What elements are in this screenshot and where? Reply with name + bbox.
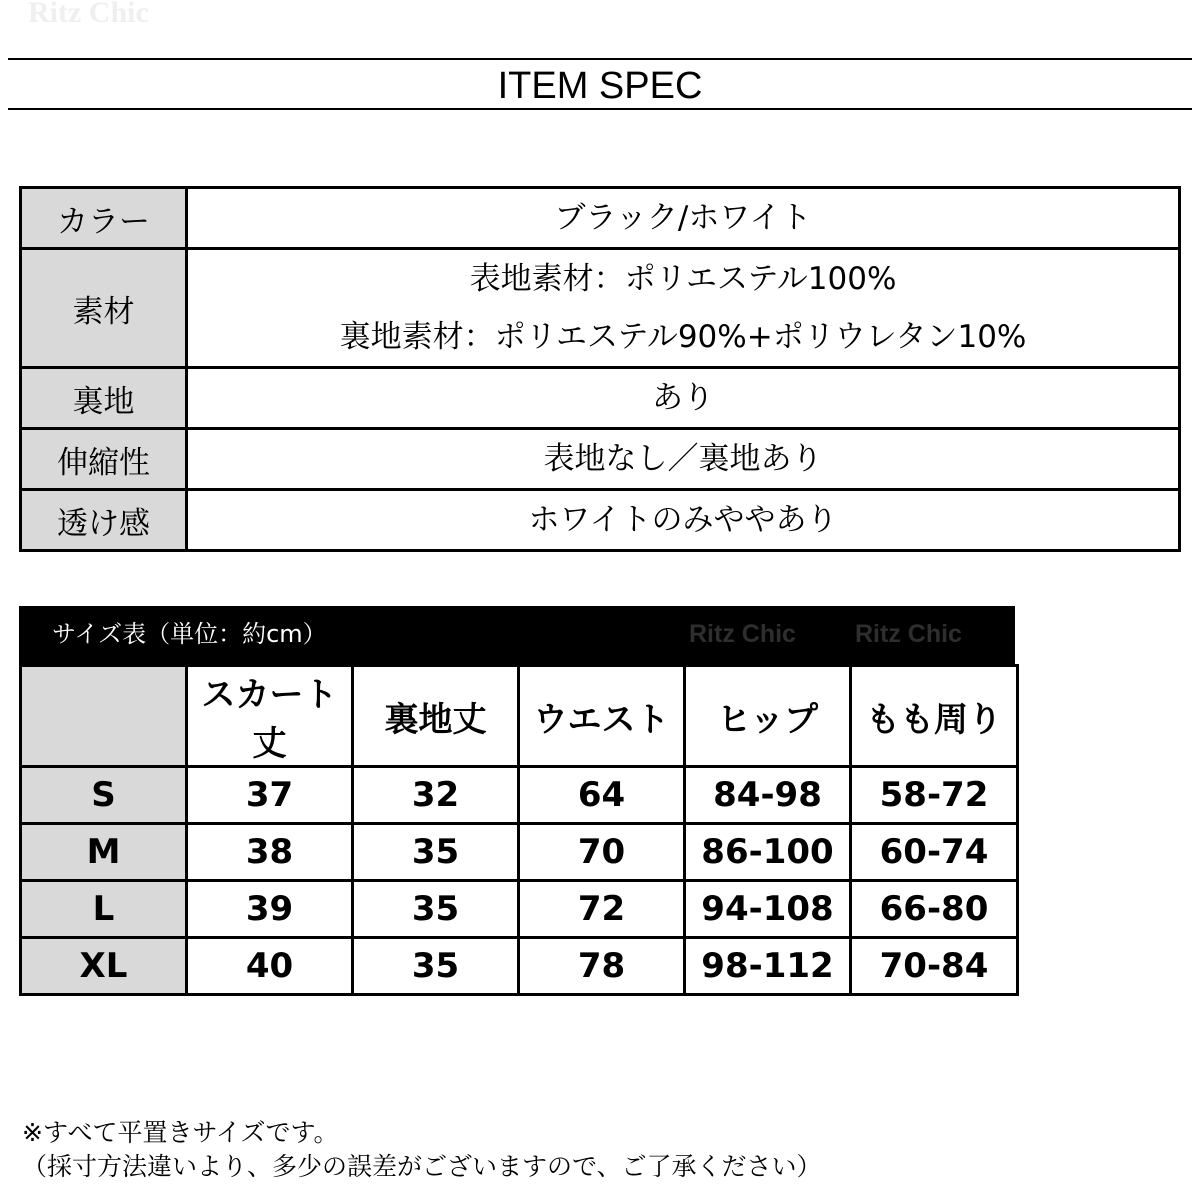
spec-table xyxy=(19,186,1181,552)
table-cell: 32 xyxy=(353,767,519,824)
table-cell: 60-74 xyxy=(851,824,1018,881)
table-cell: 35 xyxy=(353,938,519,995)
spec-row-lining xyxy=(21,368,1180,429)
spec-value xyxy=(187,249,1180,368)
size-label: L xyxy=(21,881,187,938)
spec-label: 伸縮性 xyxy=(21,429,187,490)
spec-row-material xyxy=(21,249,1180,368)
table-cell: 35 xyxy=(353,881,519,938)
spec-value-line: 表地なし／裏地あり xyxy=(543,441,823,477)
spec-value xyxy=(187,429,1180,490)
size-label: M xyxy=(21,824,187,881)
size-label: S xyxy=(21,767,187,824)
table-cell: 72 xyxy=(519,881,685,938)
banner-watermark: Ritz Chic xyxy=(855,620,962,648)
table-row xyxy=(21,938,1018,995)
spec-label: 素材 xyxy=(21,249,187,368)
column-header: ウエスト xyxy=(519,666,685,767)
size-table xyxy=(19,664,1019,996)
table-cell: 64 xyxy=(519,767,685,824)
table-cell: 78 xyxy=(519,938,685,995)
table-cell: 98-112 xyxy=(685,938,851,995)
spec-value-line: ホワイトのみややあり xyxy=(528,502,838,538)
spec-value-line: あり xyxy=(652,380,714,416)
table-cell: 38 xyxy=(187,824,353,881)
table-row xyxy=(21,824,1018,881)
table-cell: 58-72 xyxy=(851,767,1018,824)
column-header: もも周り xyxy=(851,666,1018,767)
page-title: ITEM SPEC xyxy=(497,65,703,107)
table-cell: 35 xyxy=(353,824,519,881)
spec-value-line: ブラック/ホワイト xyxy=(554,200,812,236)
spec-value xyxy=(187,368,1180,429)
size-table-title: サイズ表（単位：約cm） xyxy=(52,620,327,648)
spec-value-line: 裏地素材：ポリエステル90%+ポリウレタン10% xyxy=(339,319,1027,355)
size-header-row xyxy=(21,666,1018,767)
column-header: ヒップ xyxy=(685,666,851,767)
table-cell: 39 xyxy=(187,881,353,938)
header-rule-bottom xyxy=(8,108,1192,110)
spec-value xyxy=(187,188,1180,249)
table-cell: 37 xyxy=(187,767,353,824)
table-row xyxy=(21,767,1018,824)
brand-watermark: Ritz Chic xyxy=(28,0,149,29)
table-cell: 84-98 xyxy=(685,767,851,824)
table-cell: 70-84 xyxy=(851,938,1018,995)
spec-row-color xyxy=(21,188,1180,249)
table-cell: 66-80 xyxy=(851,881,1018,938)
column-header: スカート丈 xyxy=(187,666,353,767)
spec-value-line: 表地素材：ポリエステル100% xyxy=(469,261,897,297)
column-header xyxy=(21,666,187,767)
column-header: 裏地丈 xyxy=(353,666,519,767)
table-cell: 70 xyxy=(519,824,685,881)
table-cell: 86-100 xyxy=(685,824,851,881)
banner-watermark: Ritz Chic xyxy=(689,620,796,648)
table-row xyxy=(21,881,1018,938)
spec-label: 裏地 xyxy=(21,368,187,429)
spec-value xyxy=(187,490,1180,551)
size-label: XL xyxy=(21,938,187,995)
table-cell: 40 xyxy=(187,938,353,995)
spec-row-sheerness xyxy=(21,490,1180,551)
spec-label: カラー xyxy=(21,188,187,249)
spec-label: 透け感 xyxy=(21,490,187,551)
table-cell: 94-108 xyxy=(685,881,851,938)
footnote-line-1: ※すべて平置きサイズです。 xyxy=(22,1118,339,1147)
footnote-line-2: （採寸方法違いより、多少の誤差がございますので、ご了承ください） xyxy=(22,1152,822,1181)
spec-row-stretch xyxy=(21,429,1180,490)
